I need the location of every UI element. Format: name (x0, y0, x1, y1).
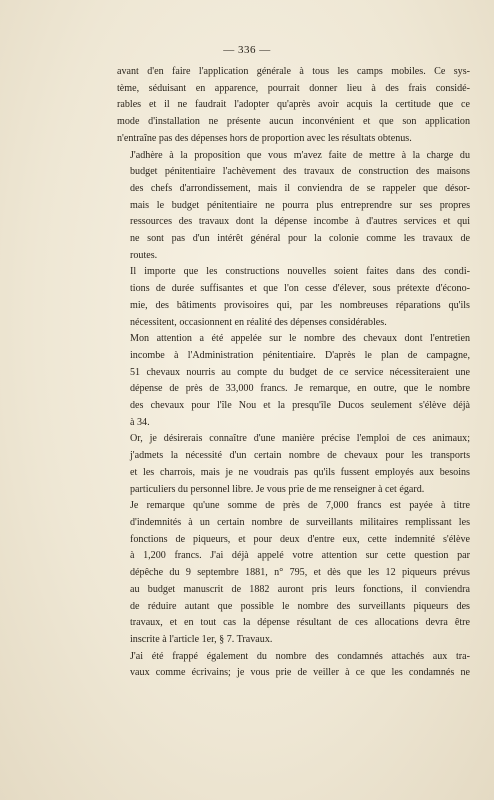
paragraph (117, 498, 470, 648)
text-line: ne sont pas d'un intérêt général pour la colonie comme les travaux de (130, 233, 470, 245)
page-number: — 336 — (223, 44, 271, 56)
text-line: au budget manuscrit de 1882 auront pris leurs fonctions, il conviendra (130, 583, 470, 595)
text-line: de réduire autant que possible le nombre des surveillants piqueurs des (130, 600, 470, 612)
text-line: mie, des bâtiments provisoires qui, par les nombreuses réparations qu'ils (130, 299, 470, 311)
paragraph (117, 431, 470, 498)
text-line: inscrite à l'article 1er, § 7. Travaux. (130, 633, 273, 645)
text-line: particuliers du personnel libre. Je vous prie de me renseigner à cet égard. (130, 483, 425, 495)
paragraph (117, 649, 470, 682)
text-line: dépêche du 9 septembre 1881, n° 795, et dès que les 12 piqueurs prévus (130, 567, 470, 579)
text-line: avant d'en faire l'application générale à tous les camps mobiles. Ce sys- (117, 66, 470, 77)
paragraph (117, 148, 470, 265)
text-line: tème, séduisant en apparence, pourrait donner lieu à des frais considé- (117, 82, 470, 94)
text-line: J'adhère à la proposition que vous m'avez faite de mettre à la charge du (130, 149, 470, 161)
text-line: mais le budget pénitentiaire ne pourra plus entreprendre sur ses propres (130, 199, 470, 211)
text-line: des chevaux pour l'île Nou et la presqu'île Ducos seulement s'élève déjà (130, 400, 470, 412)
text-line: d'indemnités à un certain nombre de surveillants militaires remplissant les (130, 516, 470, 528)
text-line: j'admets la nécessité d'un certain nombre de chevaux pour les transports (130, 450, 470, 462)
text-line: vaux comme écrivains; je vous prie de veiller à ce que les condamnés ne (130, 667, 470, 679)
text-line: n'entraîne pas des dépenses hors de proportion avec les résultats obtenus. (117, 132, 412, 144)
paragraph (117, 331, 470, 431)
text-line: à 1,200 francs. J'ai déjà appelé votre attention sur cette question par (130, 550, 470, 562)
text-line: fonctions de piqueurs, et pour deux d'entre eux, cette indemnité s'élève (130, 533, 470, 545)
text-line: budget pénitentiaire l'achèvement des travaux de construction des maisons (130, 166, 470, 178)
paragraph (117, 264, 470, 331)
text-line: et les charrois, mais je ne voudrais pas qu'ils fussent employés aux besoins (130, 466, 470, 478)
text-line: Il importe que les constructions nouvelles soient faites dans des condi- (130, 266, 470, 278)
text-line: incombe à l'Administration pénitentiaire. D'après le plan de campagne, (130, 349, 470, 361)
text-line: rables et il ne faudrait l'adopter qu'après avoir acquis la certitude que ce (117, 99, 470, 111)
text-line: Or, je désirerais connaître d'une manière précise l'emploi de ces animaux; (130, 433, 470, 445)
text-line: à 34. (130, 416, 150, 428)
text-line: tions de durée suffisantes et que l'on cesse d'élever, sous prétexte d'écono- (130, 283, 470, 295)
text-line: J'ai été frappé également du nombre des condamnés attachés aux tra- (130, 650, 470, 662)
text-line: ressources des travaux dont la dépense incombe à d'autres services et qui (130, 216, 470, 228)
text-line: 51 chevaux nourris au compte du budget de ce service nécessiteraient une (130, 366, 470, 378)
text-line: des chefs d'arrondissement, mais il conviendra de se rappeler que désor- (130, 182, 470, 194)
text-line: travaux, et en tout cas la dépense résultant de ces allocations devra être (130, 617, 470, 629)
text-line: dépense de près de 33,000 francs. Je remarque, en outre, que le nombre (130, 383, 470, 395)
text-line: Mon attention a été appelée sur le nombre des chevaux dont l'entretien (130, 333, 470, 345)
text-line: nécessitent, occasionnent en réalité des dépenses considérables. (130, 316, 387, 328)
text-line: mode d'installation ne présente aucun inconvénient et que son application (117, 116, 470, 128)
text-line: routes. (130, 249, 158, 261)
paragraph (117, 64, 470, 148)
text-line: Je remarque qu'une somme de près de 7,000 francs est payée à titre (130, 500, 470, 512)
body-text (117, 64, 470, 682)
